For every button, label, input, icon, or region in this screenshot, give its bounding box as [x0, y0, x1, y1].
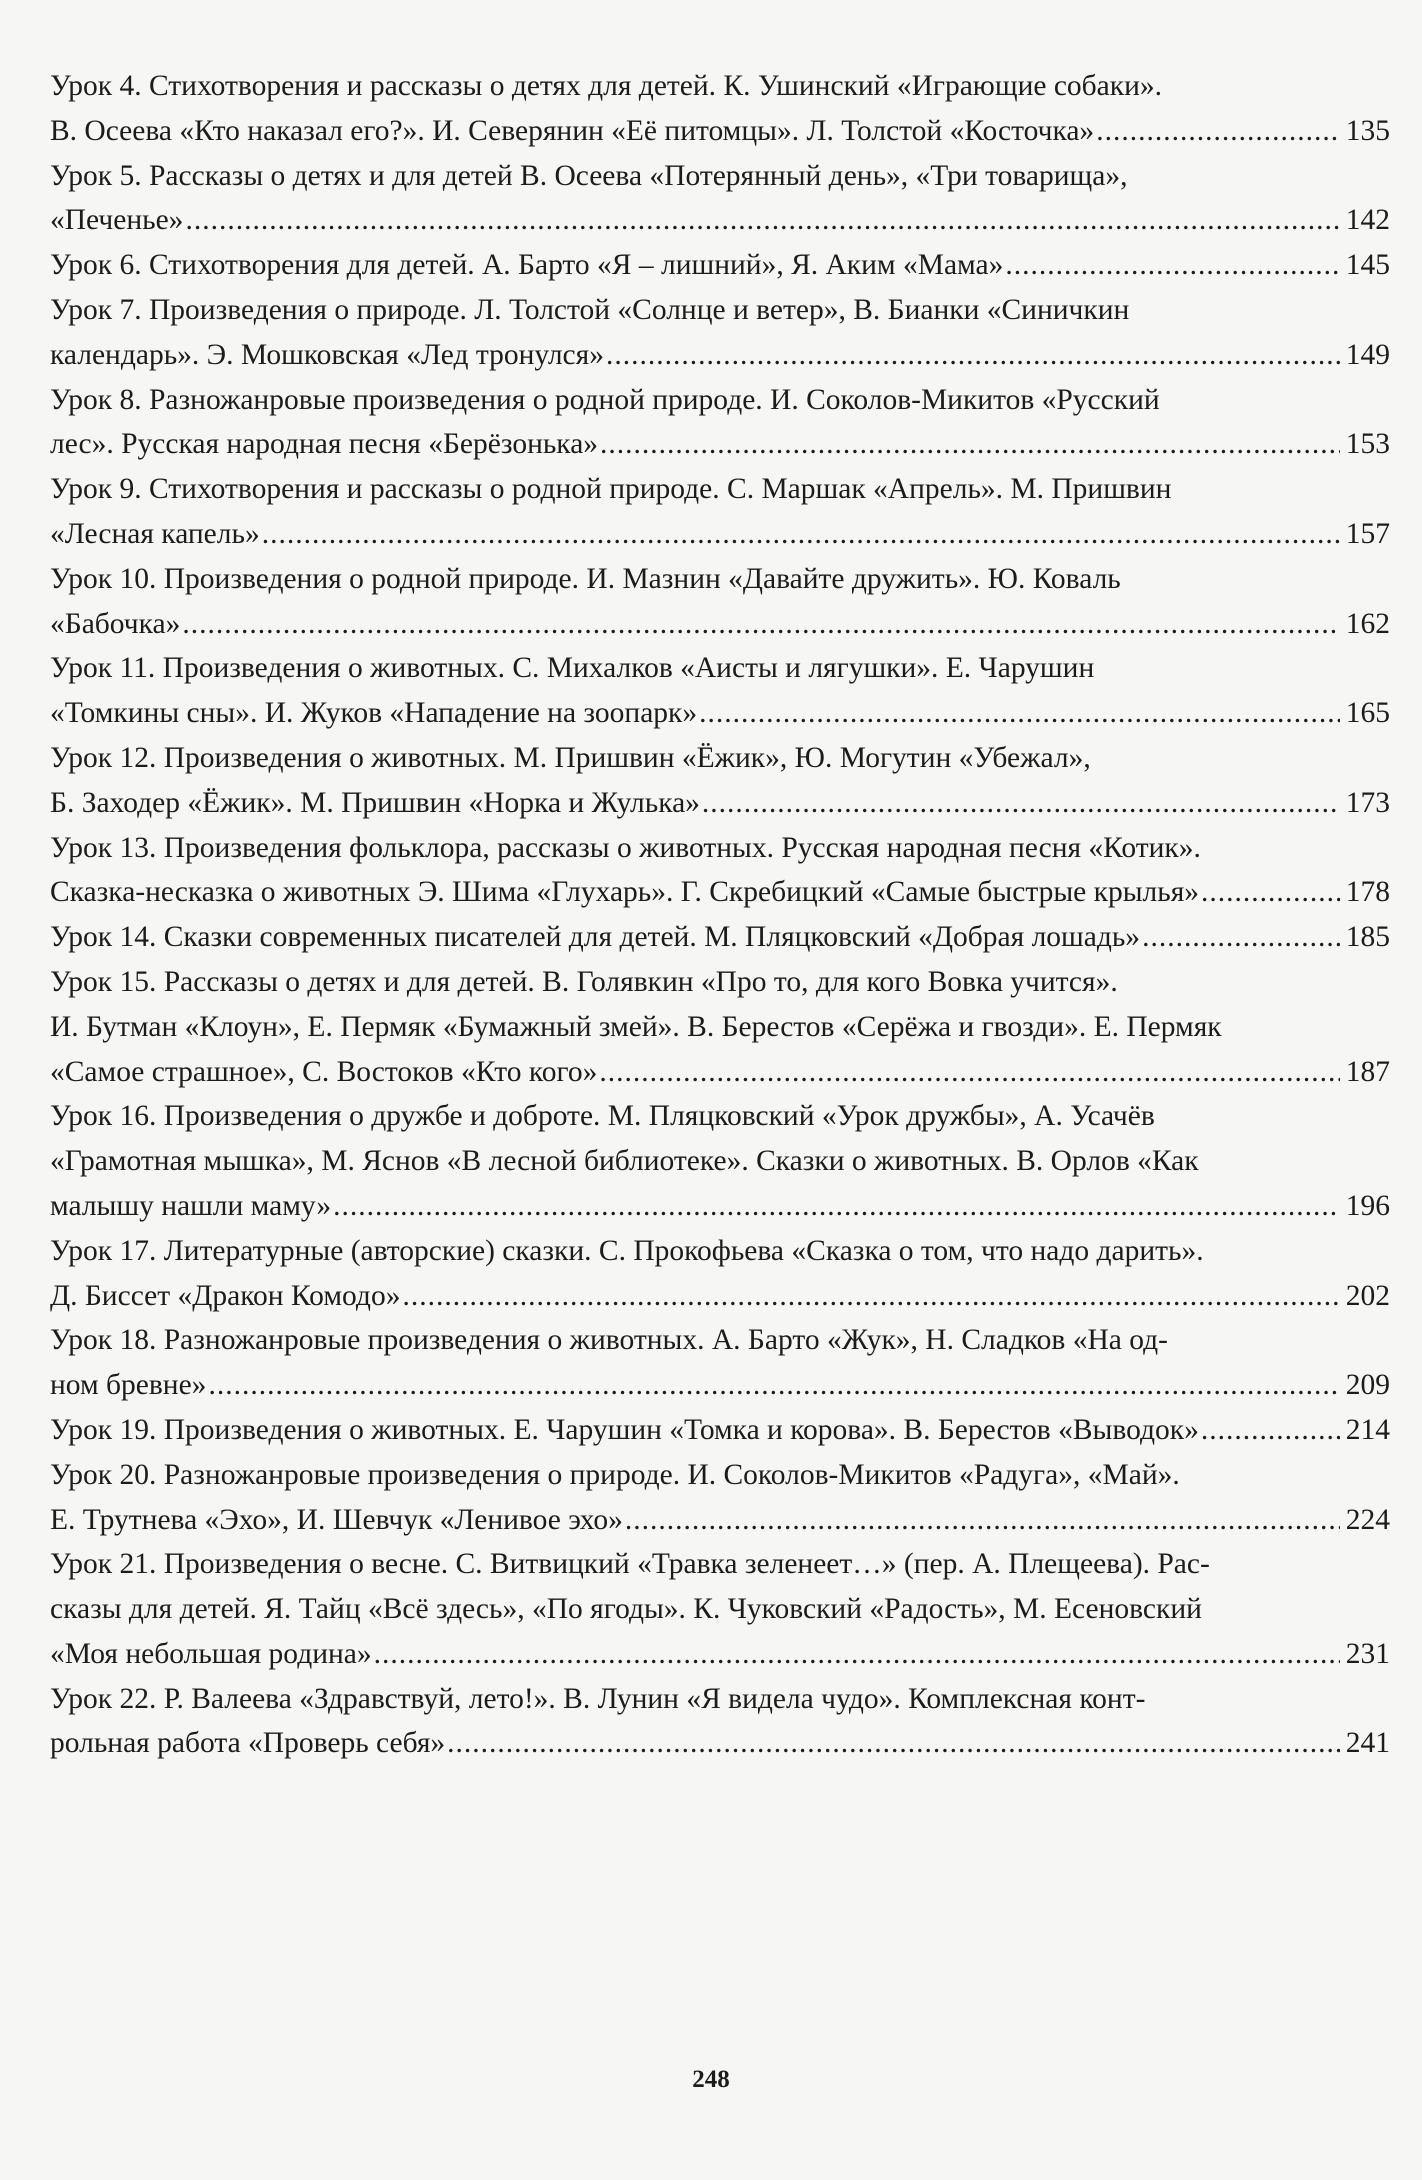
toc-entry-page: 135: [1345, 114, 1390, 147]
toc-entry-page: 142: [1345, 204, 1390, 237]
toc-entry: [50, 378, 1390, 468]
dot-leader: [1142, 915, 1340, 960]
toc-entry-page: 224: [1345, 1503, 1390, 1536]
dot-leader: [208, 1363, 1339, 1408]
toc-entry-text: лес». Русская народная песня «Берёзонька»: [50, 428, 599, 461]
toc-entry-text: Урок 8. Разножанровые произведения о родной природе. И. Соколов-Микитов «Русский: [50, 383, 1160, 416]
toc-entry-page: 214: [1345, 1413, 1390, 1446]
toc-entry-last-line: [50, 1408, 1390, 1453]
toc-entry-text: «Самое страшное», С. Востоков «Кто кого»: [50, 1055, 598, 1088]
toc-entry: [50, 1677, 1390, 1767]
toc-entry-text: календарь». Э. Мошковская «Лед тронулся»: [50, 338, 604, 371]
toc-entry-text: «Печенье»: [50, 204, 184, 237]
toc-entry-last-line: [50, 915, 1390, 960]
toc-entry-page: 162: [1345, 607, 1390, 640]
toc-entry-last-line: [50, 870, 1390, 915]
toc-entry-last-line: [50, 781, 1390, 826]
toc-entry-text: «Моя небольшая родина»: [50, 1637, 372, 1670]
toc-entry-text: И. Бутман «Клоун», Е. Пермяк «Бумажный змей». В. Берестов «Серёжа и гвозди». Е. Пермяк: [50, 1010, 1222, 1043]
toc-entry: [50, 288, 1390, 378]
toc-entry: [50, 826, 1390, 916]
dot-leader: [333, 1184, 1340, 1229]
dot-leader: [1201, 1408, 1340, 1453]
toc-entry-page: 173: [1345, 786, 1390, 819]
toc-entry-text: «Лесная капель»: [50, 517, 260, 550]
toc-entry-last-line: [50, 422, 1390, 467]
toc-entry: [50, 646, 1390, 736]
toc-entry-last-line: [50, 1050, 1390, 1095]
toc-entry-text: Урок 10. Произведения о родной природе. И. Мазнин «Давайте дружить». Ю. Коваль: [50, 562, 1121, 595]
dot-leader: [625, 1498, 1340, 1543]
toc-entry-last-line: [50, 1632, 1390, 1677]
toc-entry-last-line: [50, 333, 1390, 378]
toc-entry-page: 185: [1345, 921, 1390, 954]
toc-entry-page: 157: [1345, 517, 1390, 550]
toc-entry-page: 209: [1345, 1369, 1390, 1402]
toc-entry: [50, 1408, 1390, 1453]
toc-entry-last-line: [50, 198, 1390, 243]
dot-leader: [374, 1632, 1340, 1677]
toc-entry-text: Урок 7. Произведения о природе. Л. Толстой «Солнце и ветер», В. Бианки «Синичкин: [50, 293, 1130, 326]
toc-entry-text: Урок 17. Литературные (авторские) сказки. С. Прокофьева «Сказка о том, что надо дарить».: [50, 1234, 1204, 1267]
dot-leader: [1201, 870, 1340, 915]
dot-leader: [702, 781, 1340, 826]
toc-entry-text: Урок 6. Стихотворения для детей. А. Барто «Я – лишний», Я. Аким «Мама»: [50, 249, 1004, 282]
toc-entry-text: Урок 5. Рассказы о детях и для детей В. Осеева «Потерянный день», «Три товарища»,: [50, 159, 1128, 192]
toc-entry-page: 231: [1345, 1637, 1390, 1670]
table-of-contents: [50, 64, 1390, 1766]
toc-entry: [50, 467, 1390, 557]
toc-entry-text: Урок 9. Стихотворения и рассказы о родной природе. С. Маршак «Апрель». М. Пришвин: [50, 473, 1172, 506]
dot-leader: [699, 691, 1340, 736]
toc-entry: [50, 1094, 1390, 1228]
toc-entry-last-line: [50, 1184, 1390, 1229]
toc-entry-text: Урок 13. Произведения фольклора, рассказы о животных. Русская народная песня «Котик».: [50, 831, 1201, 864]
toc-entry-text: «Бабочка»: [50, 607, 181, 640]
dot-leader: [600, 422, 1340, 467]
toc-entry-text: Урок 20. Разножанровые произведения о природе. И. Соколов-Микитов «Радуга», «Май».: [50, 1458, 1180, 1491]
toc-entry-last-line: [50, 691, 1390, 736]
toc-entry-text: ном бревне»: [50, 1369, 207, 1402]
toc-entry-last-line: [50, 512, 1390, 557]
toc-entry-text: Урок 11. Произведения о животных. С. Михалков «Аисты и лягушки». Е. Чарушин: [50, 652, 1095, 685]
dot-leader: [599, 1050, 1339, 1095]
toc-entry-last-line: [50, 1274, 1390, 1319]
toc-entry: [50, 1229, 1390, 1319]
toc-entry-page: 202: [1345, 1279, 1390, 1312]
toc-entry-last-line: [50, 1363, 1390, 1408]
toc-entry: [50, 154, 1390, 244]
toc-entry: [50, 915, 1390, 960]
toc-entry: [50, 1453, 1390, 1543]
toc-entry: [50, 1542, 1390, 1676]
toc-entry-text: Урок 12. Произведения о животных. М. Пришвин «Ёжик», Ю. Могутин «Убежал»,: [50, 741, 1091, 774]
page-number: 248: [692, 2066, 730, 2093]
toc-entry-text: В. Осеева «Кто наказал его?». И. Северянин «Её питомцы». Л. Толстой «Косточка»: [50, 114, 1095, 147]
dot-leader: [1096, 109, 1340, 154]
toc-entry-page: 145: [1345, 249, 1390, 282]
dot-leader: [262, 512, 1340, 557]
toc-entry-text: рольная работа «Проверь себя»: [50, 1727, 446, 1760]
toc-entry-text: «Грамотная мышка», М. Яснов «В лесной библиотеке». Сказки о животных. В. Орлов «Как: [50, 1145, 1199, 1178]
dot-leader: [182, 602, 1339, 647]
toc-entry-page: 165: [1345, 697, 1390, 730]
toc-entry-last-line: [50, 109, 1390, 154]
toc-entry: [50, 557, 1390, 647]
toc-entry-last-line: [50, 243, 1390, 288]
toc-entry-last-line: [50, 1721, 1390, 1766]
toc-entry-page: 153: [1345, 428, 1390, 461]
toc-entry-page: 178: [1345, 876, 1390, 909]
toc-entry-last-line: [50, 1498, 1390, 1543]
toc-entry-page: 149: [1345, 338, 1390, 371]
toc-entry-text: Урок 14. Сказки современных писателей для детей. М. Пляцковский «Добрая лошадь»: [50, 921, 1141, 954]
toc-entry-text: Урок 15. Рассказы о детях и для детей. В. Голявкин «Про то, для кого Вовка учится».: [50, 965, 1118, 998]
toc-entry-page: 241: [1345, 1727, 1390, 1760]
dot-leader: [447, 1721, 1340, 1766]
toc-entry: [50, 960, 1390, 1094]
toc-entry-text: малышу нашли маму»: [50, 1189, 332, 1222]
toc-entry-text: Е. Трутнева «Эхо», И. Шевчук «Ленивое эхо»: [50, 1503, 623, 1536]
toc-entry-text: «Томкины сны». И. Жуков «Нападение на зоопарк»: [50, 697, 698, 730]
toc-entry-text: Д. Биссет «Дракон Комодо»: [50, 1279, 401, 1312]
dot-leader: [606, 333, 1340, 378]
toc-entry: [50, 736, 1390, 826]
toc-entry-text: сказы для детей. Я. Тайц «Всё здесь», «По ягоды». К. Чуковский «Радость», М. Есеновский: [50, 1593, 1202, 1626]
toc-entry-last-line: [50, 602, 1390, 647]
toc-entry-text: Урок 16. Произведения о дружбе и доброте. М. Пляцковский «Урок дружбы», А. Усачёв: [50, 1100, 1155, 1133]
dot-leader: [185, 198, 1339, 243]
dot-leader: [1005, 243, 1339, 288]
toc-entry: [50, 243, 1390, 288]
toc-entry-text: Урок 4. Стихотворения и рассказы о детях для детей. К. Ушинский «Играющие собаки».: [50, 70, 1163, 102]
toc-entry-page: 187: [1345, 1055, 1390, 1088]
toc-entry-page: 196: [1345, 1189, 1390, 1222]
toc-entry-text: Урок 18. Разножанровые произведения о животных. А. Барто «Жук», Н. Сладков «На од-: [50, 1324, 1168, 1357]
toc-entry-text: Урок 19. Произведения о животных. Е. Чарушин «Томка и корова». В. Берестов «Выводок»: [50, 1413, 1199, 1446]
toc-entry: [50, 64, 1390, 154]
toc-entry-text: Сказка-несказка о животных Э. Шима «Глухарь». Г. Скребицкий «Самые быстрые крылья»: [50, 876, 1200, 909]
toc-entry-text: Урок 22. Р. Валеева «Здравствуй, лето!». В. Лунин «Я видела чудо». Комплексная конт-: [50, 1682, 1146, 1715]
dot-leader: [402, 1274, 1339, 1319]
toc-entry: [50, 1318, 1390, 1408]
toc-entry-text: Урок 21. Произведения о весне. С. Витвицкий «Травка зеленеет…» (пер. А. Плещеева). Рас-: [50, 1548, 1210, 1581]
toc-entry-text: Б. Заходер «Ёжик». М. Пришвин «Норка и Жулька»: [50, 786, 700, 819]
